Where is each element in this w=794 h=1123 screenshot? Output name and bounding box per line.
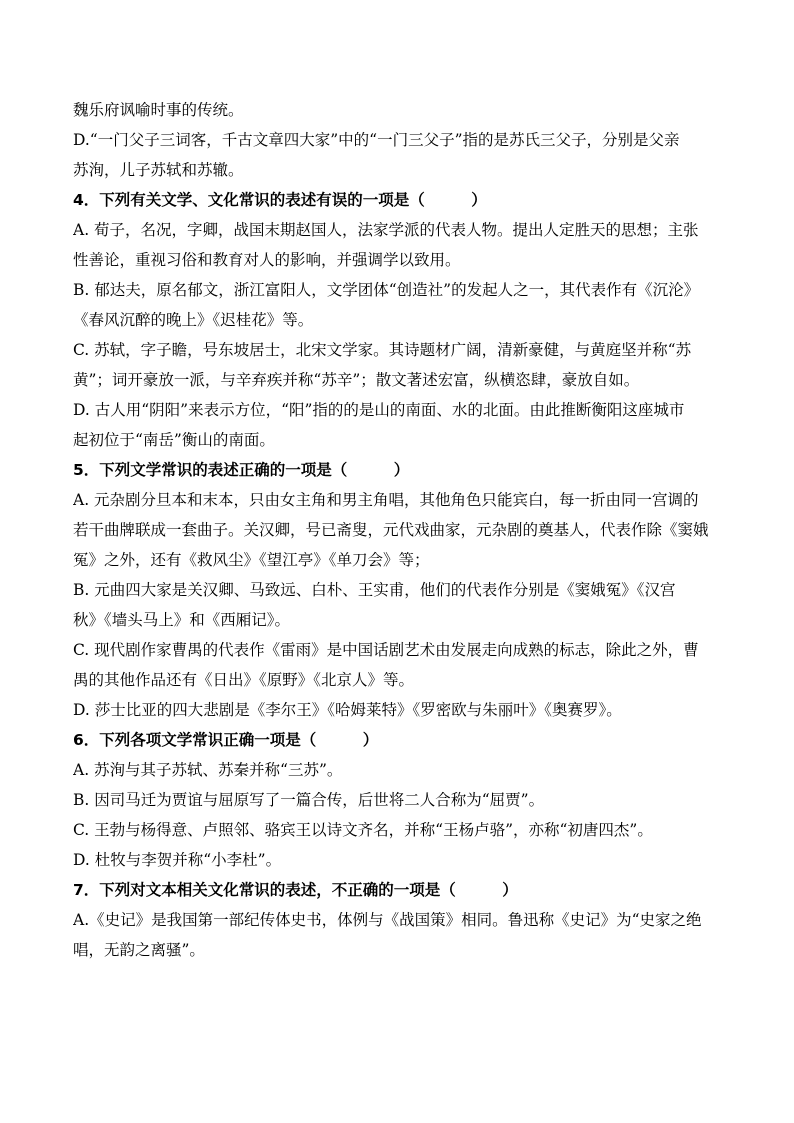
text-line: 秋》《墙头马上》和《西厢记》。 <box>73 611 291 629</box>
text-line: 唱，无韵之离骚”。 <box>73 941 205 959</box>
text-line: 苏洵，儿子苏轼和苏辙。 <box>73 161 244 179</box>
question-4-option-c: C. 苏轼，字子瞻，号东坡居士，北宋文学家。其诗题材广阔，清新豪健，与黄庭坚并称“苏 <box>73 341 692 359</box>
text-line: 魏乐府讽喻时事的传统。 <box>73 101 244 119</box>
text-line: 禺的其他作品还有《日出》《原野》《北京人》等。 <box>73 671 415 689</box>
text-line: 性善论，重视习俗和教育对人的影响，并强调学以致用。 <box>73 251 461 269</box>
question-7-stem: 7．下列对文本相关文化常识的表述，不正确的一项是（ ） <box>73 881 518 899</box>
question-7-option-a: A.《史记》是我国第一部纪传体史书，体例与《战国策》相同。鲁迅称《史记》为“史家之绝 <box>73 911 702 929</box>
question-4-option-a: A. 荀子，名况，字卿，战国末期赵国人，法家学派的代表人物。提出人定胜天的思想；主张 <box>73 221 699 239</box>
question-5-option-b: B. 元曲四大家是关汉卿、马致远、白朴、王实甫，他们的代表作分别是《窦娥冤》《汉宫 <box>73 581 676 599</box>
question-6-stem: 6．下列各项文学常识正确一项是（ ） <box>73 731 379 749</box>
question-4-option-b: B. 郁达夫，原名郁文，浙江富阳人，文学团体“创造社”的发起人之一，其代表作有《沉沦》 <box>73 281 700 299</box>
question-4-option-d: D. 古人用“阴阳”来表示方位，“阳”指的的是山的南面、水的北面。由此推断衡阳这座城市 <box>73 401 685 419</box>
text-line: 若干曲牌联成一套曲子。关汉卿，号已斋叟，元代戏曲家，元杂剧的奠基人，代表作除《窦娥 <box>73 521 709 539</box>
document-page <box>73 95 733 965</box>
text-line: 《春风沉醉的晚上》《迟桂花》等。 <box>73 311 314 329</box>
question-5-option-d: D. 莎士比亚的四大悲剧是《李尔王》《哈姆莱特》《罗密欧与朱丽叶》《奥赛罗》。 <box>73 701 622 719</box>
question-5-option-c: C. 现代剧作家曹禺的代表作《雷雨》是中国话剧艺术由发展走向成熟的标志，除此之外，曹 <box>73 641 699 659</box>
text-line: 起初位于“南岳”衡山的南面。 <box>73 431 275 449</box>
question-6-option-d: D. 杜牧与李贺并称“小李杜”。 <box>73 851 282 869</box>
text-line: 黄”；词开豪放一派，与辛弃疾并称“苏辛”；散文著述宏富，纵横恣肆，豪放自如。 <box>73 371 640 389</box>
question-6-option-b: B. 因司马迁为贾谊与屈原写了一篇合传，后世将二人合称为“屈贾”。 <box>73 791 545 809</box>
text-line: 冤》之外，还有《救风尘》《望江亭》《单刀会》等； <box>73 551 430 569</box>
question-4-stem: 4．下列有关文学、文化常识的表述有误的一项是（ ） <box>73 191 487 209</box>
question-5-option-a: A. 元杂剧分旦本和末本，只由女主角和男主角唱，其他角色只能宾白，每一折由同一宫调的 <box>73 491 699 509</box>
option-d-text: D.“一门父子三词客，千古文章四大家”中的“一门三父子”指的是苏氏三父子，分别是父亲 <box>73 131 680 149</box>
question-5-stem: 5．下列文学常识的表述正确的一项是（ ） <box>73 461 410 479</box>
question-6-option-c: C. 王勃与杨得意、卢照邻、骆宾王以诗文齐名，并称“王杨卢骆”，亦称“初唐四杰”。 <box>73 821 653 839</box>
question-6-option-a: A. 苏洵与其子苏轼、苏秦并称“三苏”。 <box>73 761 343 779</box>
